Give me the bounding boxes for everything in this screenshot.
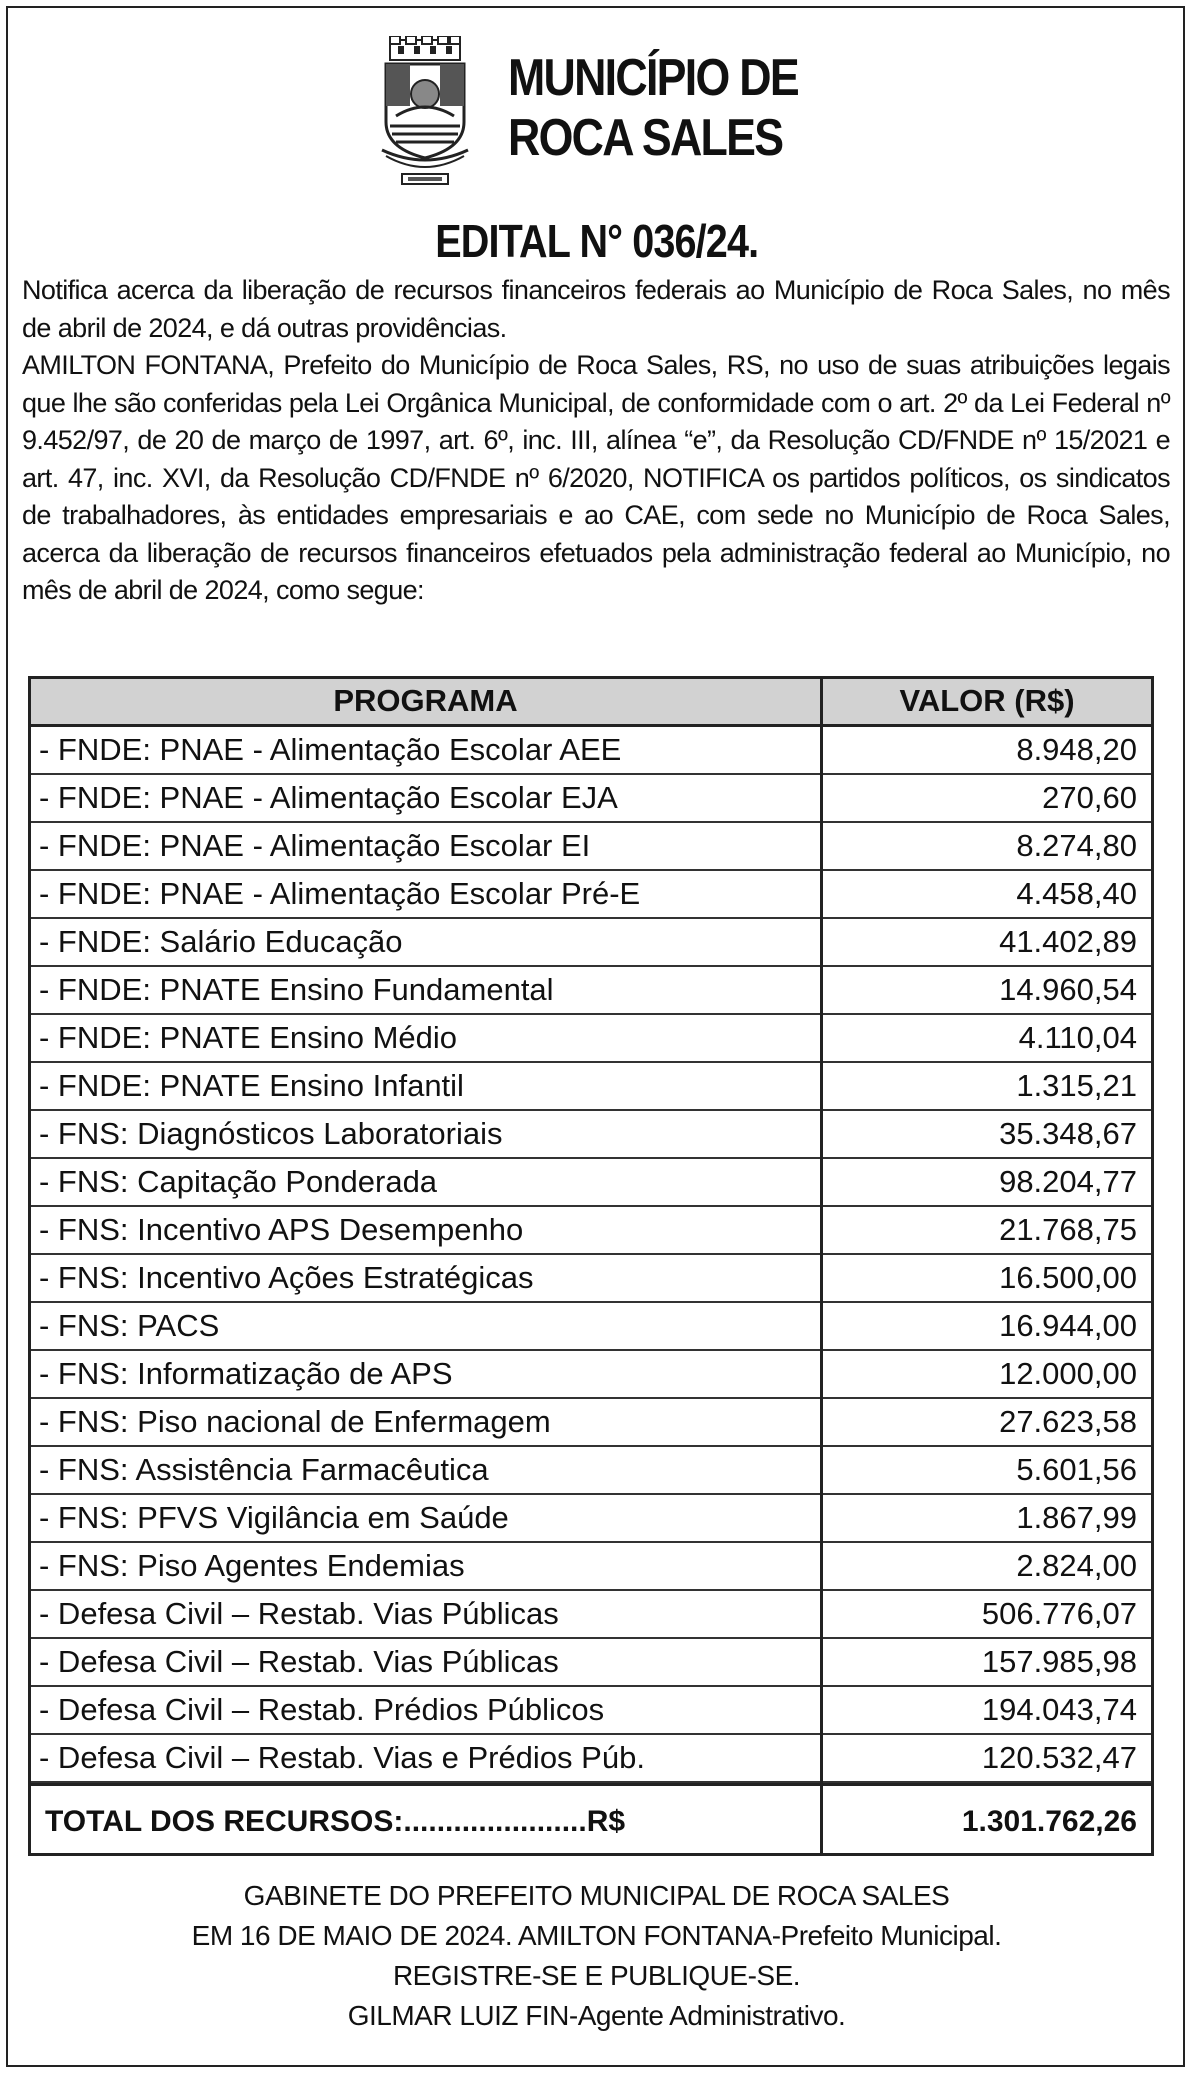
body-text — [22, 272, 1170, 610]
valor-cell: 2.824,00 — [1016, 1548, 1137, 1583]
valor-cell: 98.204,77 — [999, 1164, 1137, 1199]
programa-cell: - FNS: Piso Agentes Endemias — [39, 1548, 465, 1583]
table-row — [31, 1495, 1151, 1543]
column-header-valor: VALOR (R$) — [899, 683, 1075, 718]
valor-cell: 16.500,00 — [999, 1260, 1137, 1295]
programa-cell: - FNS: Piso nacional de Enfermagem — [39, 1404, 551, 1439]
table-row — [31, 727, 1151, 775]
summary-paragraph: Notifica acerca da liberação de recursos financeiros federais ao Município de Roca Sales, no mês de abril de 2024, e dá outras providências. — [22, 275, 1170, 343]
valor-cell: 1.315,21 — [1016, 1068, 1137, 1103]
resources-table — [28, 676, 1154, 1856]
table-row — [31, 1639, 1151, 1687]
edital-title — [0, 214, 1193, 268]
valor-cell: 1.867,99 — [1016, 1500, 1137, 1535]
programa-cell: - FNS: Informatização de APS — [39, 1356, 453, 1391]
programa-cell: - FNDE: PNAE - Alimentação Escolar AEE — [39, 732, 622, 767]
total-value: 1.301.762,26 — [961, 1805, 1137, 1838]
programa-cell: - FNS: Capitação Ponderada — [39, 1164, 438, 1199]
footer-line-2: EM 16 DE MAIO DE 2024. AMILTON FONTANA-Prefeito Municipal. — [191, 1920, 1002, 1951]
table-row — [31, 967, 1151, 1015]
programa-cell: - FNDE: PNAE - Alimentação Escolar EI — [39, 828, 591, 863]
valor-cell: 8.948,20 — [1016, 732, 1137, 767]
column-divider — [820, 679, 823, 1853]
table-row — [31, 1111, 1151, 1159]
valor-cell: 27.623,58 — [999, 1404, 1137, 1439]
valor-cell: 120.532,47 — [981, 1740, 1137, 1775]
signature-block — [0, 1876, 1193, 2036]
total-label: TOTAL DOS RECURSOS:......................R$ — [45, 1805, 626, 1838]
valor-cell: 270,60 — [1042, 780, 1137, 815]
table-header — [31, 679, 1151, 727]
programa-cell: - FNS: Incentivo APS Desempenho — [39, 1212, 524, 1247]
programa-cell: - FNDE: Salário Educação — [39, 924, 403, 959]
table-row — [31, 1159, 1151, 1207]
valor-cell: 4.458,40 — [1016, 876, 1137, 911]
table-row — [31, 823, 1151, 871]
programa-cell: - Defesa Civil – Restab. Vias Públicas — [39, 1644, 559, 1679]
table-row — [31, 1207, 1151, 1255]
table-row — [31, 1687, 1151, 1735]
municipality-title-line1: MUNICÍPIO DE — [508, 49, 798, 107]
edital-title-text: EDITAL N° 036/24. — [435, 215, 758, 267]
programa-cell: - FNDE: PNATE Ensino Infantil — [39, 1068, 464, 1103]
table-row — [31, 1543, 1151, 1591]
municipality-title-line2: ROCA SALES — [508, 109, 783, 167]
valor-cell: 35.348,67 — [999, 1116, 1137, 1151]
programa-cell: - FNS: PFVS Vigilância em Saúde — [39, 1500, 509, 1535]
column-header-programa: PROGRAMA — [333, 683, 518, 718]
footer-line-1: GABINETE DO PREFEITO MUNICIPAL DE ROCA SALES — [243, 1880, 950, 1911]
table-row — [31, 1351, 1151, 1399]
valor-cell: 5.601,56 — [1016, 1452, 1137, 1487]
table-row — [31, 1399, 1151, 1447]
table-row — [31, 1255, 1151, 1303]
table-row — [31, 775, 1151, 823]
valor-cell: 41.402,89 — [999, 924, 1137, 959]
valor-cell: 16.944,00 — [999, 1308, 1137, 1343]
valor-cell: 194.043,74 — [981, 1692, 1137, 1727]
programa-cell: - FNS: Assistência Farmacêutica — [39, 1452, 489, 1487]
valor-cell: 21.768,75 — [999, 1212, 1137, 1247]
coat-of-arms-icon — [376, 36, 474, 188]
programa-cell: - FNDE: PNATE Ensino Fundamental — [39, 972, 554, 1007]
footer-line-3: REGISTRE-SE E PUBLIQUE-SE. — [392, 1960, 801, 1991]
programa-cell: - Defesa Civil – Restab. Prédios Públicos — [39, 1692, 605, 1727]
programa-cell: - FNDE: PNATE Ensino Médio — [39, 1020, 458, 1055]
table-row — [31, 1303, 1151, 1351]
programa-cell: - FNS: PACS — [39, 1308, 220, 1343]
programa-cell: - FNDE: PNAE - Alimentação Escolar Pré-E — [39, 876, 641, 911]
valor-cell: 8.274,80 — [1016, 828, 1137, 863]
table-row — [31, 871, 1151, 919]
programa-cell: - Defesa Civil – Restab. Vias Públicas — [39, 1596, 559, 1631]
table-row — [31, 1447, 1151, 1495]
table-row — [31, 1015, 1151, 1063]
valor-cell: 157.985,98 — [981, 1644, 1137, 1679]
table-row — [31, 1591, 1151, 1639]
notification-paragraph: AMILTON FONTANA, Prefeito do Município de Roca Sales, RS, no uso de suas atribuições legais que lhe são conferidas pela Lei Orgânica Municipal, de conformidade com o art. 2º da Lei Federal nº 9.452/97, de 20 de março de 1997, art. 6º, inc. III, alínea “e”, da Resolução CD/FNDE nº 15/2021 e art. 47, inc. XVI, da Resolução CD/FNDE nº 6/2020, NOTIFICA os partidos políticos, os sindicatos de trabalhadores, às entidades empresariais e ao CAE, com sede no Município de Roca Sales, acerca da liberação de recursos financeiros efetuados pela administração federal ao Município, no mês de abril de 2024, como segue: — [22, 350, 1170, 605]
valor-cell: 506.776,07 — [981, 1596, 1137, 1631]
programa-cell: - FNS: Diagnósticos Laboratoriais — [39, 1116, 503, 1151]
table-row — [31, 919, 1151, 967]
valor-cell: 4.110,04 — [1018, 1020, 1137, 1055]
programa-cell: - FNDE: PNAE - Alimentação Escolar EJA — [39, 780, 618, 815]
total-row — [31, 1783, 1151, 1853]
programa-cell: - FNS: Incentivo Ações Estratégicas — [39, 1260, 534, 1295]
table-row — [31, 1063, 1151, 1111]
table-row — [31, 1735, 1151, 1783]
valor-cell: 14.960,54 — [999, 972, 1137, 1007]
header — [0, 30, 1193, 190]
programa-cell: - Defesa Civil – Restab. Vias e Prédios Púb. — [39, 1740, 645, 1775]
valor-cell: 12.000,00 — [999, 1356, 1137, 1391]
footer-line-4: GILMAR LUIZ FIN-Agente Administrativo. — [347, 2000, 846, 2031]
municipality-title — [508, 48, 798, 168]
